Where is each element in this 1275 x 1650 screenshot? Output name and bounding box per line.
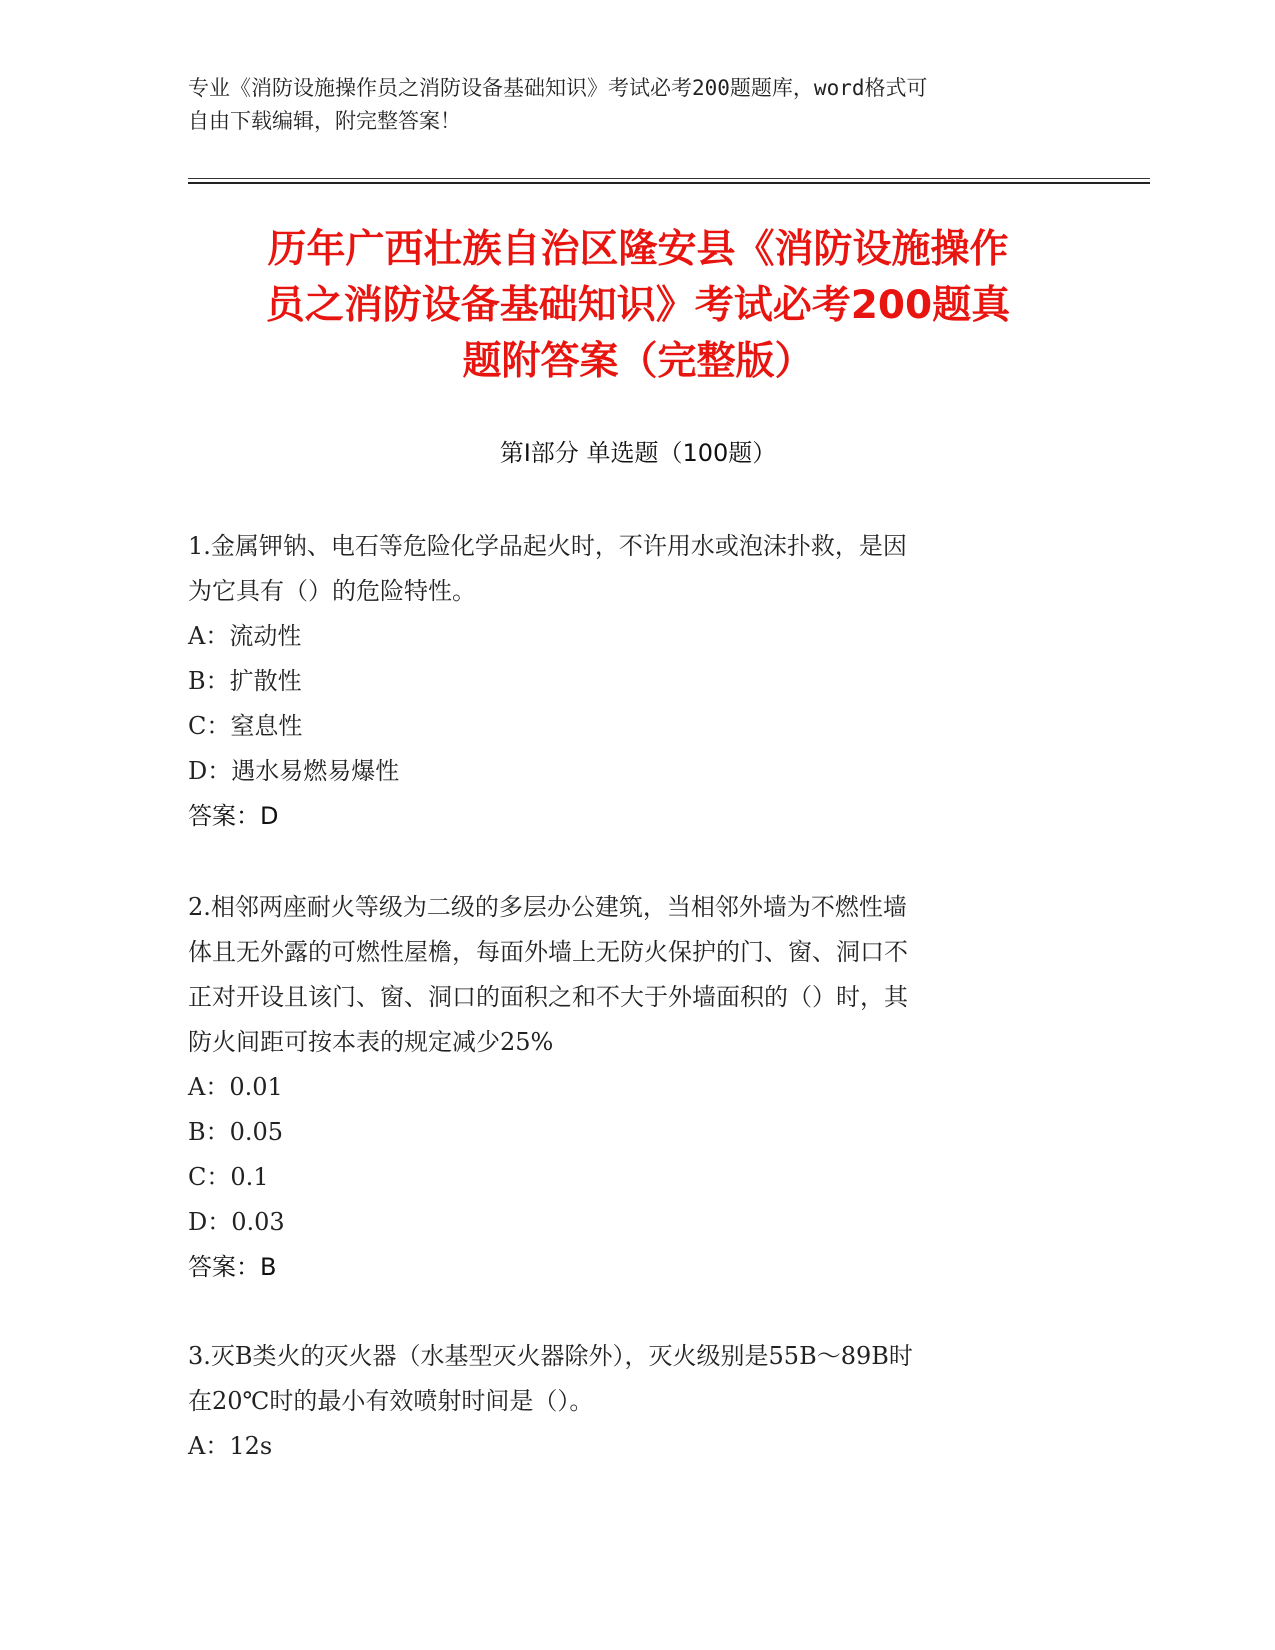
question-block — [188, 524, 1068, 839]
question-stem: 2.相邻两座耐火等级为二级的多层办公建筑，当相邻外墙为不燃性墙 — [188, 893, 907, 921]
intro-text — [188, 72, 1068, 138]
question-stem: 3.灭B类火的灭火器（水基型灭火器除外），灭火级别是55B～89B时 — [188, 1342, 913, 1370]
option-c: C：窒息性 — [188, 712, 303, 740]
title-line: 历年广西壮族自治区隆安县《消防设施操作 — [267, 227, 1009, 272]
section-title: 第Ⅰ部分 单选题（100题） — [499, 439, 777, 467]
option-d: D：0.03 — [188, 1208, 285, 1236]
option-b: B：扩散性 — [188, 667, 302, 695]
question-block — [188, 885, 1068, 1290]
header-divider-thick — [188, 182, 1150, 184]
intro-line: 专业《消防设施操作员之消防设备基础知识》考试必考200题题库，word格式可 — [188, 76, 928, 100]
option-c: C：0.1 — [188, 1163, 269, 1191]
question-stem: 正对开设且该门、窗、洞口的面积之和不大于外墙面积的（）时，其 — [188, 983, 908, 1011]
option-a: A：12s — [188, 1432, 273, 1460]
question-stem: 防火间距可按本表的规定减少25% — [188, 1028, 554, 1056]
question-stem: 为它具有（）的危险特性。 — [188, 577, 476, 605]
option-d: D：遇水易燃易爆性 — [188, 757, 400, 785]
title-line: 员之消防设备基础知识》考试必考200题真 — [265, 283, 1011, 328]
option-a: A：流动性 — [188, 622, 302, 650]
option-b: B：0.05 — [188, 1118, 284, 1146]
question-block — [188, 1334, 1068, 1469]
answer-label: 答案：D — [188, 802, 279, 830]
header-divider-thin — [188, 178, 1150, 179]
title-line: 题附答案（完整版） — [462, 339, 814, 384]
question-stem: 体且无外露的可燃性屋檐，每面外墙上无防火保护的门、窗、洞口不 — [188, 938, 908, 966]
answer-label: 答案：B — [188, 1253, 277, 1281]
option-a: A：0.01 — [188, 1073, 283, 1101]
question-stem: 1.金属钾钠、电石等危险化学品起火时，不许用水或泡沫扑救，是因 — [188, 532, 907, 560]
document-title — [188, 222, 1088, 390]
question-stem: 在20℃时的最小有效喷射时间是（）。 — [188, 1387, 594, 1415]
intro-line: 自由下载编辑，附完整答案！ — [188, 109, 461, 133]
